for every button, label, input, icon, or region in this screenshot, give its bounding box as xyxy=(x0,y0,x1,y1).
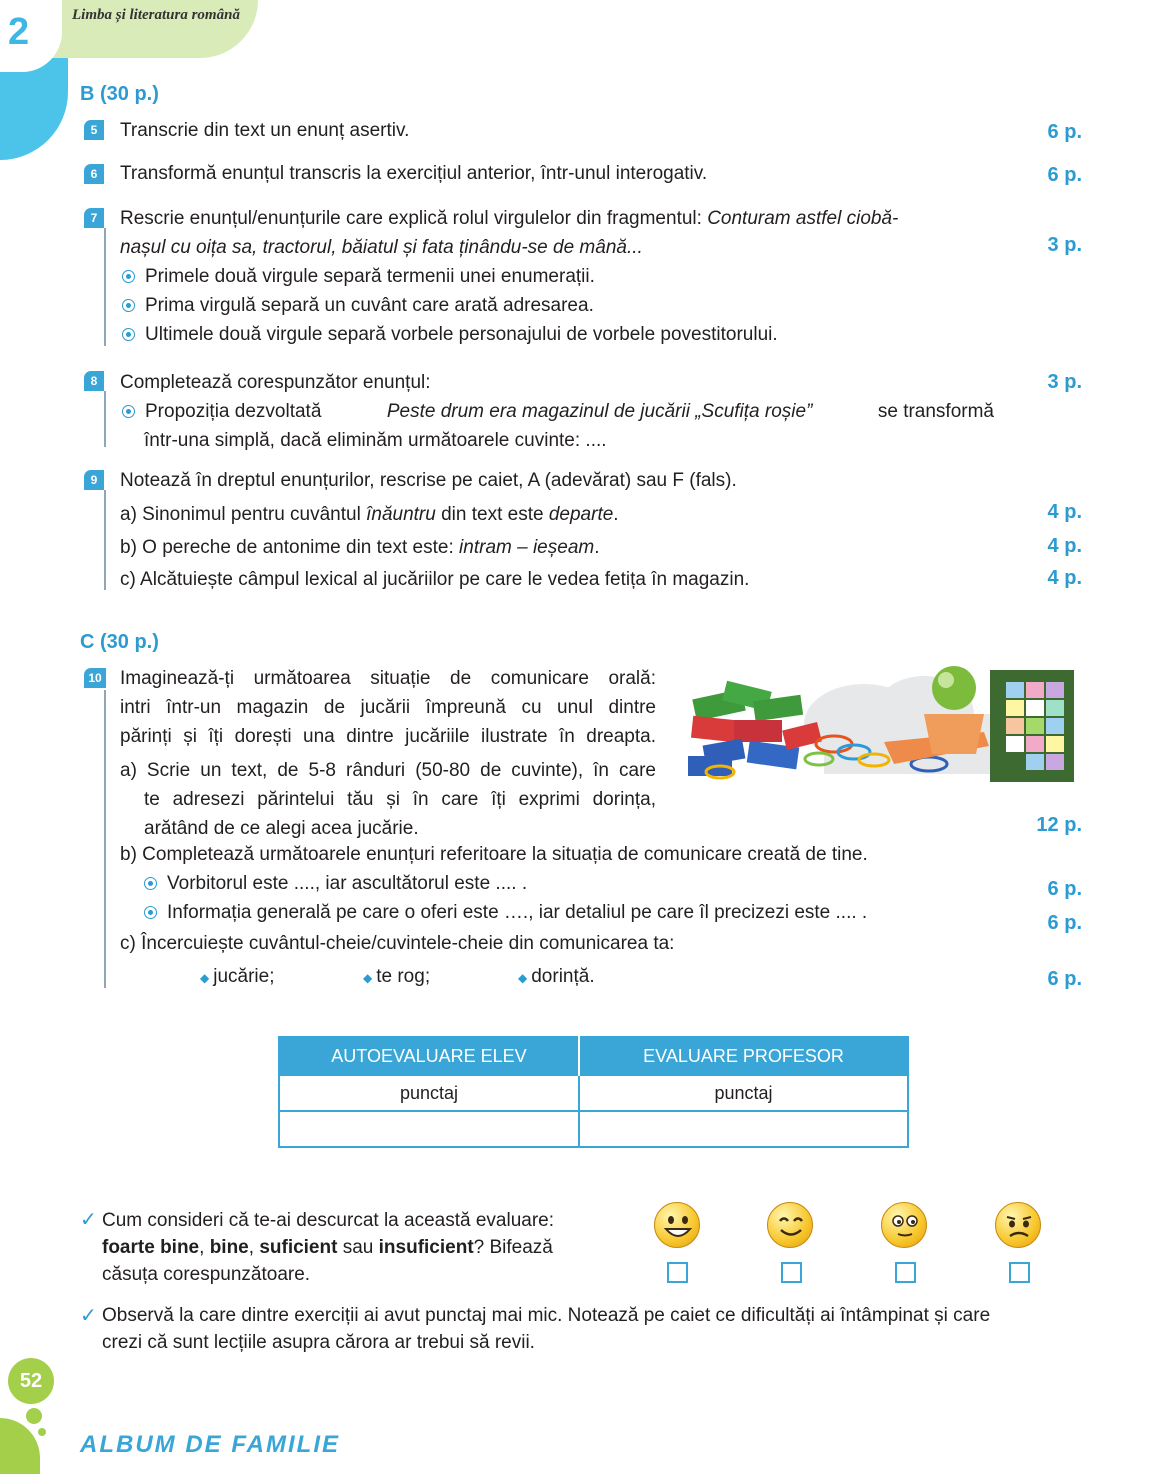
exercise-9b-points: 4 p. xyxy=(1047,535,1082,557)
decor-dot xyxy=(26,1408,42,1424)
corner-decor xyxy=(0,1418,40,1474)
exercise-7-line xyxy=(120,204,898,233)
cell-label: punctaj xyxy=(579,1075,908,1111)
keyword-item xyxy=(518,962,595,993)
rating-checkbox-sufficient[interactable] xyxy=(895,1262,916,1283)
exercise-9a xyxy=(120,500,619,529)
exercise-9c-points: 4 p. xyxy=(1047,567,1082,589)
puzzle-box xyxy=(990,670,1074,782)
exercise-number: 7 xyxy=(84,208,104,228)
keyword-item xyxy=(200,962,274,993)
exercise-7-line2 xyxy=(120,233,643,262)
happy-face-icon xyxy=(767,1202,813,1248)
ex10-line: Imaginează-ți următoarea situație de comunicare orală: xyxy=(120,668,656,689)
exercise-10b: b) Completează următoarele enunțuri referitoare la situația de comunicare creată de tine. xyxy=(120,844,868,865)
exercise-8-text: Completează corespunzător enunțul: xyxy=(120,372,431,393)
rating-word: suficient xyxy=(259,1237,338,1258)
exercise-10a-points: 12 p. xyxy=(1036,814,1082,836)
ex8-text: se transformă xyxy=(877,401,994,422)
exercise-10c-points: 6 p. xyxy=(1047,968,1082,990)
ex9-text: . xyxy=(613,504,619,525)
option-text: Ultimele două virgule separă vorbele personajului de vorbele povestitorului. xyxy=(145,324,778,345)
subject-title: Limba și literatura română xyxy=(72,7,240,23)
reflection-question-2 xyxy=(102,1302,990,1356)
col-header-self: AUTOEVALUARE ELEV xyxy=(279,1037,579,1075)
chapter-number: 2 xyxy=(8,11,30,53)
ex9-text: a) Sinonimul pentru cuvântul xyxy=(120,504,361,525)
page-number: 52 xyxy=(8,1358,54,1404)
ex10-line: te adresezi părintelui tău și în care îți exprimi dorința, xyxy=(144,789,656,810)
ex10-line: intri într-un magazin de jucării împreună cu unul dintre xyxy=(120,697,656,718)
bullet-icon xyxy=(144,906,157,919)
exercise-number: 6 xyxy=(84,164,104,184)
option-text: Vorbitorul este ...., iar ascultătorul este .... . xyxy=(167,873,528,894)
ex9-text: b) O pereche de antonime din text este: xyxy=(120,537,454,558)
bullet-icon xyxy=(144,877,157,890)
ex10-line: a) Scrie un text, de 5-8 rânduri (50-80 de cuvinte), în care xyxy=(120,760,656,781)
bullet-icon xyxy=(122,299,135,312)
option-item xyxy=(122,320,778,349)
ex9-text: din text este xyxy=(441,504,544,525)
ex7-quote: nașul cu oița sa, tractorul, băiatul și fata ținându-se de mână... xyxy=(120,237,643,258)
reflection-text: Observă la care dintre exerciții ai avut punctaj mai mic. Notează pe caiet ce dificultăți ai întâmpinat și care xyxy=(102,1305,991,1326)
bullet-icon-wrap xyxy=(122,397,321,426)
ex8-text: Propoziția dezvoltată xyxy=(145,401,322,422)
diamond-icon: ◆ xyxy=(200,971,210,985)
exercise-number: 9 xyxy=(84,470,104,490)
bullet-icon xyxy=(122,328,135,341)
exercise-10c: c) Încercuiește cuvântul-cheie/cuvintele-cheie din comunicarea ta: xyxy=(120,933,675,954)
decor-dot xyxy=(38,1428,46,1436)
exercise-10-intro xyxy=(120,664,656,751)
diamond-icon: ◆ xyxy=(363,971,373,985)
exercise-8-points: 3 p. xyxy=(1047,371,1082,393)
reflection-question-1: Cum consideri că te-ai descurcat la această evaluare: foarte bine, bine, suficient sau insuficient? Bifează căsuța corespunzătoare. xyxy=(102,1207,602,1288)
reflection-text: Cum consideri că te-ai descurcat la această evaluare: xyxy=(102,1210,555,1231)
lego-bricks xyxy=(688,681,822,776)
exercise-9a-points: 4 p. xyxy=(1047,501,1082,523)
exercise-number: 5 xyxy=(84,120,104,140)
evaluation-table xyxy=(278,1036,909,1148)
exercise-rule xyxy=(104,490,106,590)
book-title: ALBUM DE FAMILIE xyxy=(80,1431,340,1458)
col-header-teacher: EVALUARE PROFESOR xyxy=(579,1037,908,1075)
option-item xyxy=(122,291,594,320)
exercise-8-cont: într-una simplă, dacă eliminăm următoarele cuvinte: .... xyxy=(144,430,607,451)
exercise-rule xyxy=(104,391,106,447)
option-text: Primele două virgule separă termenii unei enumerații. xyxy=(145,266,595,287)
exercise-number: 10 xyxy=(84,668,106,688)
neutral-face-icon xyxy=(881,1202,927,1248)
exercise-8-bullet xyxy=(122,397,994,426)
exercise-9-text: Notează în dreptul enunțurilor, rescrise pe caiet, A (adevărat) sau F (fals). xyxy=(120,470,737,491)
rating-checkbox-good[interactable] xyxy=(781,1262,802,1283)
exercise-5-text: Transcrie din text un enunț asertiv. xyxy=(120,120,410,141)
reflection-text: sau xyxy=(342,1237,374,1258)
cell-self-score[interactable] xyxy=(279,1111,579,1147)
option-text: Informația generală pe care o oferi este …., iar detaliul pe care îl precizezi este .... . xyxy=(167,902,868,923)
exercise-rule xyxy=(104,690,106,988)
section-b-title: B (30 p.) xyxy=(80,83,159,105)
bullet-icon xyxy=(122,270,135,283)
ex9-word: departe xyxy=(548,504,614,525)
ex9-text: . xyxy=(594,537,600,558)
ex10-line: părinți și îți dorești una dintre jucăriile ilustrate în dreapta. xyxy=(120,726,656,747)
exercise-10b1-points: 6 p. xyxy=(1047,878,1082,900)
bullet-icon xyxy=(122,405,135,418)
exercise-9c: c) Alcătuiește câmpul lexical al jucăriilor pe care le vedea fetița în magazin. xyxy=(120,569,750,590)
diamond-icon: ◆ xyxy=(518,971,528,985)
exercise-5-points: 6 p. xyxy=(1047,121,1082,143)
option-item xyxy=(122,262,595,291)
keyword-item xyxy=(363,962,430,993)
ex8-quote: Peste drum era magazinul de jucării „Scufița roșie” xyxy=(386,401,813,422)
rating-word: insuficient xyxy=(378,1237,474,1258)
very-happy-face-icon xyxy=(654,1202,700,1248)
reflection-text: crezi că sunt lecțiile asupra cărora ar trebui să revii. xyxy=(102,1332,535,1353)
checkmark-icon: ✓ xyxy=(80,1209,97,1231)
keyword-text: te rog; xyxy=(376,966,431,987)
sad-face-icon xyxy=(995,1202,1041,1248)
toys-illustration xyxy=(684,664,1082,788)
reflection-text: căsuța corespunzătoare. xyxy=(102,1264,311,1285)
section-c-title: C (30 p.) xyxy=(80,631,159,653)
exercise-9b xyxy=(120,533,600,562)
cell-teacher-score[interactable] xyxy=(579,1111,908,1147)
rating-checkbox-insufficient[interactable] xyxy=(1009,1262,1030,1283)
keyword-text: jucărie; xyxy=(213,966,275,987)
ex9-word: înăuntru xyxy=(366,504,436,525)
rating-checkbox-very-good[interactable] xyxy=(667,1262,688,1283)
option-item xyxy=(144,898,867,927)
option-item xyxy=(144,869,527,898)
exercise-10b2-points: 6 p. xyxy=(1047,912,1082,934)
exercise-7-points: 3 p. xyxy=(1047,234,1082,256)
ex7-text: Rescrie enunțul/enunțurile care explică rolul virgulelor din fragmentul: xyxy=(120,208,702,229)
rating-word: foarte bine xyxy=(102,1237,200,1258)
ex9-word: intram – ieșeam xyxy=(459,537,595,558)
exercise-10a xyxy=(120,756,656,843)
exercise-6-text: Transformă enunțul transcris la exercițiul anterior, într-unul interogativ. xyxy=(120,163,708,184)
rating-word: bine xyxy=(209,1237,249,1258)
option-text: Prima virgulă separă un cuvânt care arată adresarea. xyxy=(145,295,594,316)
checkmark-icon: ✓ xyxy=(80,1305,97,1327)
cell-label: punctaj xyxy=(279,1075,579,1111)
exercise-number: 8 xyxy=(84,371,104,391)
exercise-6-points: 6 p. xyxy=(1047,164,1082,186)
ex7-quote: Conturam astfel ciobă- xyxy=(707,208,899,229)
keyword-text: dorință. xyxy=(531,966,595,987)
reflection-text: ? Bifează xyxy=(473,1237,553,1258)
ex10-line: arătând de ce alegi acea jucărie. xyxy=(144,818,419,839)
exercise-rule xyxy=(104,228,106,346)
